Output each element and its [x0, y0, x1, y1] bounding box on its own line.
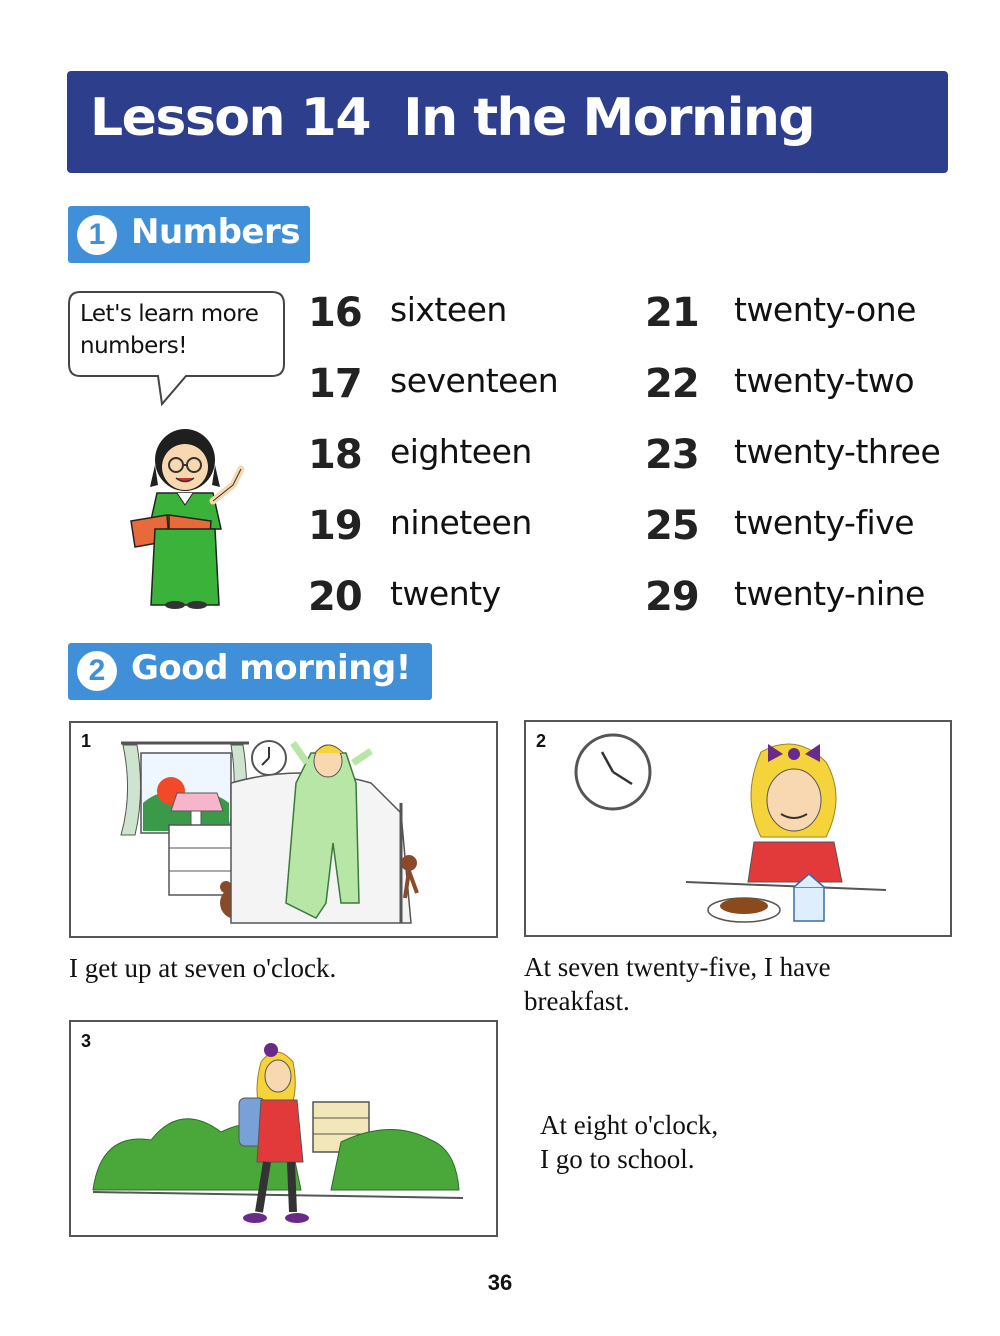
school-walk-illustration [71, 1022, 496, 1235]
panel-number: 2 [536, 731, 547, 751]
section-number: 2 [77, 651, 117, 691]
number-word: sixteen [390, 290, 507, 329]
number-word: twenty-three [734, 432, 941, 471]
panel-caption [540, 1108, 718, 1176]
caption-line: At eight o'clock, [540, 1110, 719, 1140]
number-word: twenty-five [734, 503, 915, 542]
speech-line: Let's learn more [80, 301, 259, 327]
lesson-title: Lesson 14 In the Morning [90, 88, 815, 148]
comic-panel-3 [69, 1020, 498, 1237]
number-word: twenty-nine [734, 574, 925, 613]
panel-number: 1 [81, 731, 92, 751]
number-digits: 19 [308, 503, 362, 549]
bedroom-illustration [71, 723, 496, 936]
panel-number: 3 [81, 1031, 92, 1051]
number-word: seventeen [390, 361, 559, 400]
number-digits: 21 [645, 290, 699, 336]
number-word: twenty-two [734, 361, 915, 400]
number-digits: 22 [645, 361, 699, 407]
number-word: nineteen [390, 503, 532, 542]
caption-line: I go to school. [540, 1144, 695, 1174]
number-digits: 25 [645, 503, 699, 549]
caption-line: At seven twenty-five, I have [524, 952, 831, 982]
number-digits: 18 [308, 432, 362, 478]
comic-panel-1 [69, 721, 498, 938]
section-title: Numbers [131, 212, 300, 252]
teacher-illustration [125, 425, 255, 610]
number-word: eighteen [390, 432, 532, 471]
number-digits: 23 [645, 432, 699, 478]
number-word: twenty [390, 574, 501, 613]
caption-line: breakfast. [524, 986, 630, 1016]
panel-caption [524, 950, 831, 1018]
number-digits: 29 [645, 574, 699, 620]
comic-panel-2 [524, 720, 952, 937]
section-title: Good morning! [131, 648, 411, 688]
number-word: twenty-one [734, 290, 916, 329]
breakfast-illustration [526, 722, 950, 935]
number-digits: 20 [308, 574, 362, 620]
number-digits: 16 [308, 290, 362, 336]
speech-line: numbers! [80, 333, 187, 359]
speech-text [80, 298, 280, 362]
section-number: 1 [77, 215, 117, 255]
page-number: 36 [487, 1270, 513, 1295]
number-digits: 17 [308, 361, 362, 407]
panel-caption: I get up at seven o'clock. [69, 953, 337, 983]
